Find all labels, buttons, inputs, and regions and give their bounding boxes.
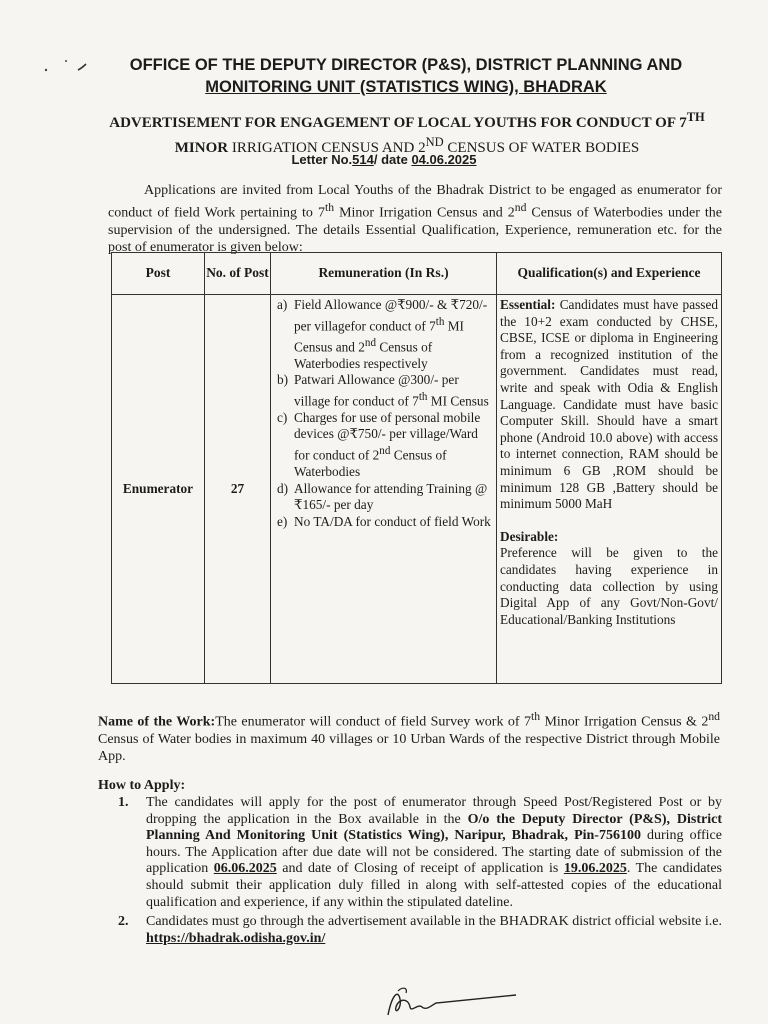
desirable-label: Desirable: xyxy=(500,528,559,544)
work-text-1: The enumerator will conduct of field Survey work of 7 xyxy=(215,714,531,730)
how-to-apply-list xyxy=(118,795,722,950)
header-post: Post xyxy=(112,253,205,295)
signature-icon xyxy=(380,985,520,1021)
apply1-office-address: O/o the Deputy Director (P&S), District Planning And Monitoring Unit (Statistics Wing), Naripur, Bhadrak, Pin-756100 xyxy=(146,811,722,844)
ad-title-part1: ADVERTISEMENT FOR ENGAGEMENT OF LOCAL YOUTHS FOR CONDUCT OF 7 xyxy=(109,115,687,131)
how-to-apply-heading: How to Apply: xyxy=(98,778,186,793)
essential-text: Candidates must have passed the 10+2 exam conducted by CHSE, CBSE, ICSE or diploma in Engineering from a recognized institution of the government. Candidates must read, write and speak with Odia & English Language. Candidate must have basic Computer Skill. Should have a smart phone (Android 10.0 above) with access to internet connection, RAM should be minimum 6 GB ,ROM should be minimum 128 GB ,Battery should be minimum 5000 MaH xyxy=(500,297,718,512)
apply1-text-1: The candidates will apply for the post of enumerator through Speed Post/Registered Post or by dropping the application in the Box available in the xyxy=(146,795,722,827)
apply1-close-date: 19.06.2025 xyxy=(563,861,627,877)
rem-c-sup: nd xyxy=(379,445,391,458)
post-details-table xyxy=(111,252,722,684)
essential-block xyxy=(500,297,718,513)
rem-b-text-2: MI Census xyxy=(427,393,489,409)
advertisement-title xyxy=(92,108,722,158)
item-letter: d) xyxy=(277,480,289,496)
ad-title-part4: CENSUS OF WATER BODIES xyxy=(443,140,640,156)
remuneration-item-b xyxy=(277,372,494,410)
remuneration-item-a xyxy=(277,297,494,372)
work-sup-2: nd xyxy=(708,710,720,723)
letter-date-value: 04.06.2025 xyxy=(411,152,477,167)
header-qualification: Qualification(s) and Experience xyxy=(497,253,722,295)
rem-a-text-2: MI Census and 2 xyxy=(294,318,464,355)
rem-b-text-1: Patwari Allowance @300/- per village for conduct of 7 xyxy=(294,372,459,409)
letter-prefix: Letter No. xyxy=(291,152,353,167)
header-no-of-post: No. of Post xyxy=(205,253,271,295)
post-cell: Enumerator xyxy=(112,295,205,684)
work-sup-1: th xyxy=(530,710,541,723)
list-item xyxy=(118,795,722,911)
letter-no-value: 514 xyxy=(352,152,374,167)
rem-a-sup-2: nd xyxy=(364,336,376,349)
list-item-text xyxy=(146,795,722,911)
rem-a-text-3: Census of Waterbodies respectively xyxy=(294,339,433,371)
work-label: Name of the Work: xyxy=(98,714,216,730)
apply1-text-4: . The candidates should submit their application duly filled in along with self-attested copies of the educational qualification and experience, if any within the stipulated dateline. xyxy=(146,861,722,910)
ad-title-part2: MINOR xyxy=(174,140,229,156)
intro-sup-1: th xyxy=(324,201,335,214)
item-text xyxy=(294,297,494,372)
rem-a-sup-1: th xyxy=(435,315,445,328)
list-item-text xyxy=(146,914,722,947)
item-letter: a) xyxy=(277,297,288,312)
office-title-line1: OFFICE OF THE DEPUTY DIRECTOR (P&S), DISTRICT PLANNING AND xyxy=(129,56,683,74)
name-of-work-paragraph xyxy=(98,708,720,765)
letter-mid: / date xyxy=(373,152,412,167)
intro-paragraph xyxy=(108,182,722,256)
item-letter: c) xyxy=(277,409,288,425)
list-item xyxy=(118,914,722,947)
intro-text-2: Minor Irrigation Census and 2 xyxy=(334,205,515,221)
intro-sup-2: nd xyxy=(514,201,527,214)
header-remuneration: Remuneration (In Rs.) xyxy=(271,253,497,295)
intro-text-1: Applications are invited from Local Youths of the Bhadrak District to be engaged as enumerator for conduct of field Work pertaining to 7 xyxy=(108,183,722,221)
remuneration-item-e xyxy=(277,514,494,531)
rem-a-text-1: Field Allowance @₹900/- & ₹720/- per villagefor conduct of 7 xyxy=(294,297,488,334)
letter-number xyxy=(0,152,768,167)
ad-title-sup2: ND xyxy=(425,135,444,149)
rem-c-text-2: Census of Waterbodies xyxy=(294,447,447,480)
item-text: No TA/DA for conduct of field Work xyxy=(294,513,491,529)
apply2-text-1: Candidates must go through the advertisement available in the BHADRAK district official website i.e. xyxy=(146,914,722,930)
ad-title-sup1: TH xyxy=(686,110,705,124)
post-count-cell: 27 xyxy=(205,295,271,684)
website-link[interactable]: https://bhadrak.odisha.gov.in/ xyxy=(146,930,326,946)
apply1-text-3: and date of Closing of receipt of application is xyxy=(276,861,564,877)
qualification-cell xyxy=(497,295,722,684)
work-text-2: Minor Irrigation Census & 2 xyxy=(540,714,709,730)
remuneration-item-c xyxy=(277,410,494,481)
item-text xyxy=(294,410,494,481)
item-text xyxy=(294,372,494,410)
office-title-line2: MONITORING UNIT (STATISTICS WING), BHADRAK xyxy=(205,78,607,96)
table-row xyxy=(112,295,722,684)
remuneration-cell xyxy=(271,295,497,684)
scan-mark-icon xyxy=(40,56,90,76)
item-text: Allowance for attending Training @ ₹165/- per day xyxy=(294,480,488,513)
essential-label: Essential: xyxy=(500,297,556,312)
item-letter: e) xyxy=(277,513,288,529)
work-text-3: Census of Water bodies in maximum 40 villages or 10 Urban Wards of the respective District through Mobile App. xyxy=(98,731,720,764)
remuneration-item-d xyxy=(277,481,494,514)
rem-b-sup: th xyxy=(418,390,428,403)
ad-title-part3: IRRIGATION CENSUS AND 2 xyxy=(228,140,426,156)
table-header-row xyxy=(112,253,722,295)
intro-text-3: Census of Waterbodies under the supervision of the undersigned. The details Essential Qualification, Experience, remuneration etc. for the post of enumerator is given below: xyxy=(108,205,722,255)
list-number: 1. xyxy=(118,795,129,810)
apply1-text-2: during office hours. The Application after due date will not be considered. The starting date of submission of the application xyxy=(146,828,722,877)
rem-c-text-1: Charges for use of personal mobile devices @₹750/- per village/Ward for conduct of 2 xyxy=(294,409,481,463)
item-letter: b) xyxy=(277,372,289,388)
list-number: 2. xyxy=(118,914,129,930)
apply1-start-date: 06.06.2025 xyxy=(213,861,277,877)
desirable-text: Preference will be given to the candidates having experience in conducting data collection by using Digital App of any Govt/Non-Govt/ Educational/Banking Institutions xyxy=(500,545,718,627)
office-title xyxy=(96,54,716,98)
